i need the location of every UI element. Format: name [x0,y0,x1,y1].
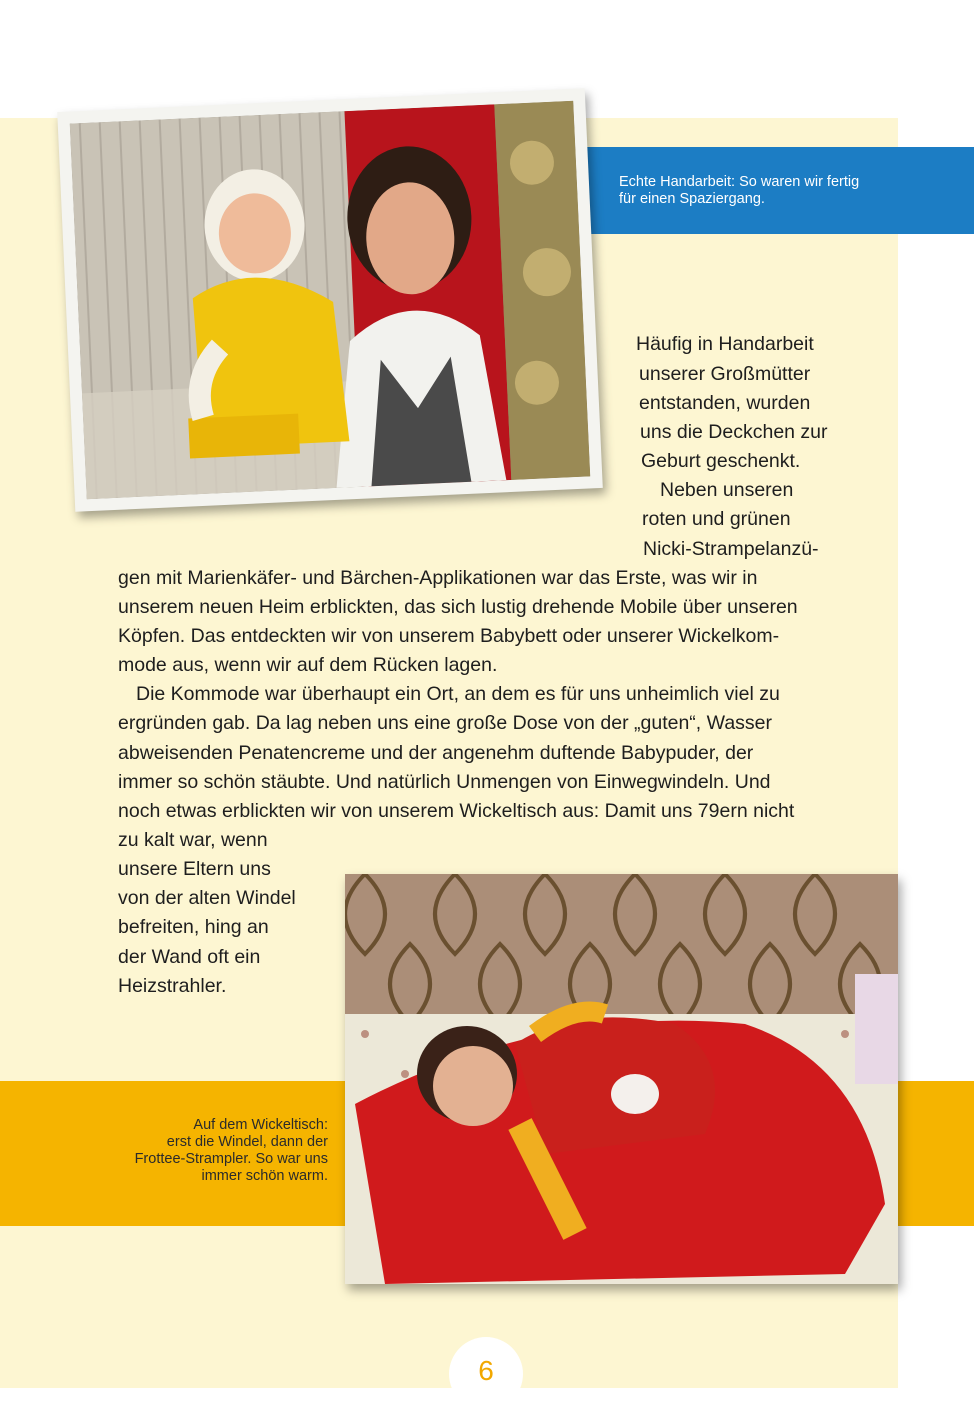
body-line: entstanden, wurden [639,392,811,414]
body-line: Häufig in Handarbeit [636,333,814,355]
caption-line: immer schön warm. [201,1168,328,1184]
body-line: Heizstrahler. [118,975,227,997]
body-line: Geburt geschenkt. [641,450,801,472]
body-line: noch etwas erblickten wir von unserem Wickeltisch aus: Damit uns 79ern nicht [118,800,795,822]
body-line: Die Kommode war überhaupt ein Ort, an dem es für uns unheimlich viel zu [136,683,780,705]
photo-baby-on-changing-table [345,874,898,1284]
body-line: der Wand oft ein [118,946,261,968]
body-line: abweisenden Penatencreme und der angenehm duftende Babypuder, der [118,742,754,764]
page-number: 6 [478,1355,494,1386]
caption-line: für einen Spaziergang. [619,191,765,207]
body-line: unserer Großmütter [639,363,811,385]
body-line: gen mit Marienkäfer- und Bärchen-Applikationen war das Erste, was wir in [118,567,758,589]
caption-line: Auf dem Wickeltisch: [193,1117,328,1133]
caption-line: Echte Handarbeit: So waren wir fertig [619,174,860,190]
body-line: mode aus, wenn wir auf dem Rücken lagen. [118,654,498,676]
caption-line: Frottee-Strampler. So war uns [134,1151,328,1167]
body-line: immer so schön stäubte. Und natürlich Unmengen von Einwegwindeln. Und [118,771,771,793]
caption-line: erst die Windel, dann der [166,1134,328,1150]
top-photo-caption [619,174,939,208]
body-line: unserem neuen Heim erblickten, das sich lustig drehende Mobile über unseren [118,596,798,618]
photo-mother-and-baby [57,88,603,512]
body-line: von der alten Windel [118,887,296,909]
bottom-photo-caption [80,1117,328,1185]
body-line: befreiten, hing an [118,916,269,938]
body-line: Köpfen. Das entdeckten wir von unserem Babybett oder unserer Wickelkom- [118,625,780,647]
body-line: roten und grünen [642,508,791,530]
body-line: zu kalt war, wenn [118,829,268,851]
body-line: uns die Deckchen zur [640,421,828,443]
body-line: ergründen gab. Da lag neben uns eine große Dose von der „guten“, Wasser [118,712,773,734]
body-line: Nicki-Strampelanzü- [643,538,819,560]
body-line: unsere Eltern uns [118,858,271,880]
body-line: Neben unseren [660,479,794,501]
